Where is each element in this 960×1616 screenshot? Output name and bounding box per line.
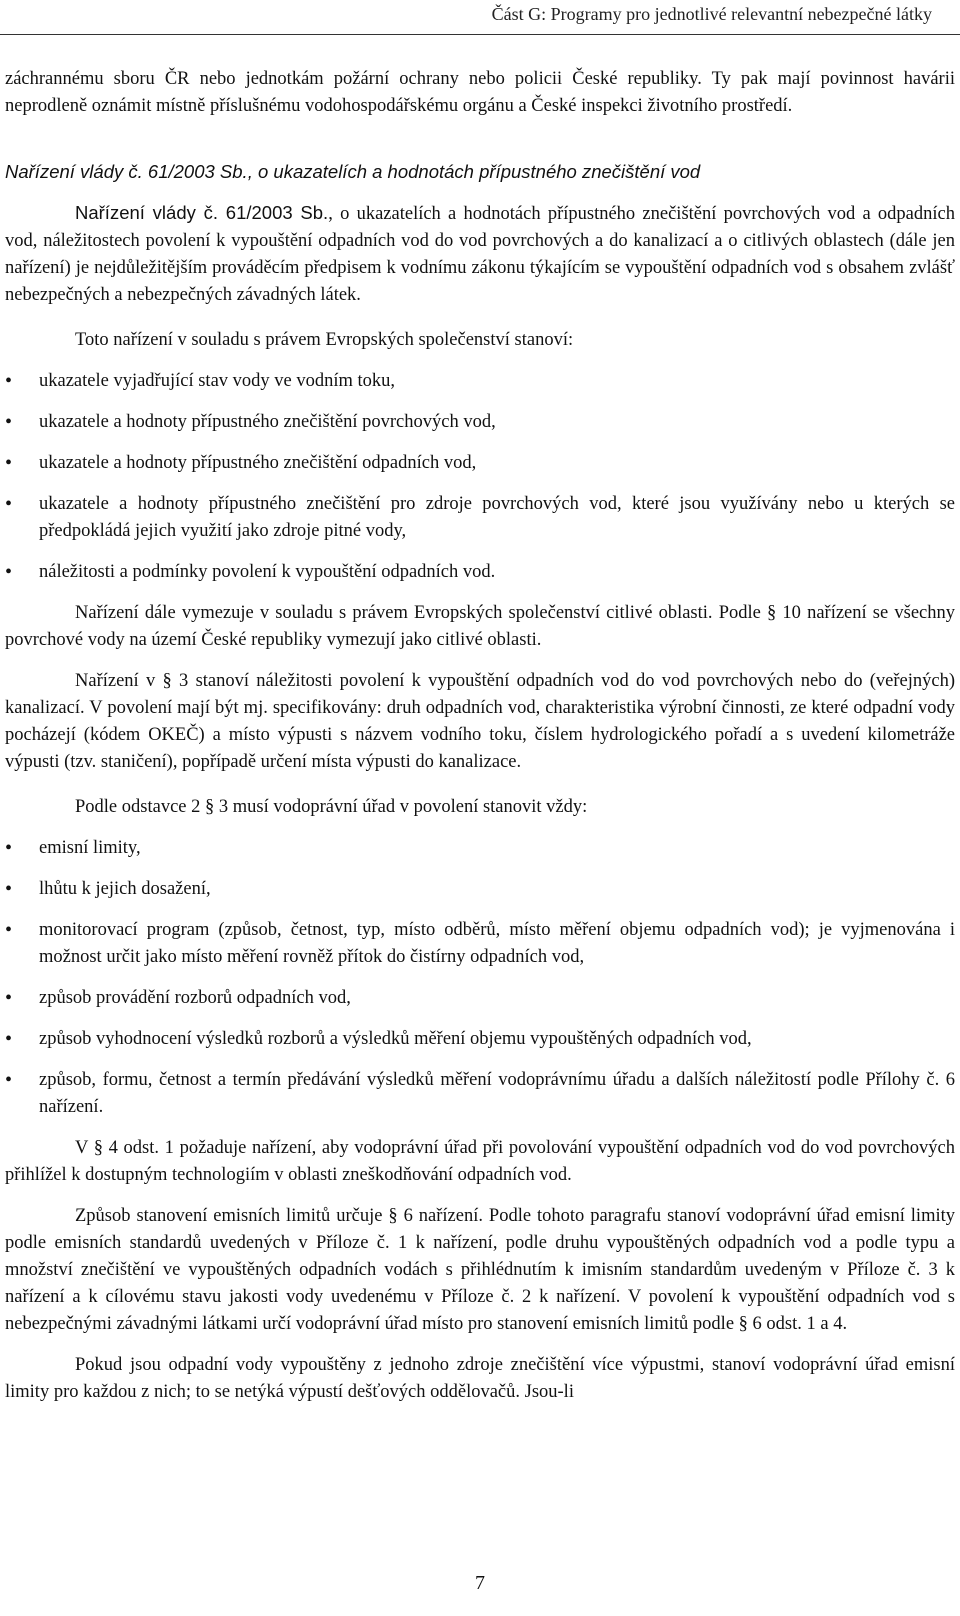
paragraph-3: Nařízení dále vymezuje v souladu s právem Evropských společenství citlivé oblasti. Podle § 10 nařízení se všechny povrchové vody na území České republiky vymezují jako citlivé oblasti.: [5, 603, 955, 650]
intro-paragraph: záchrannému sboru ČR nebo jednotkám požární ochrany nebo policii České republiky. Ty pak mají povinnost havárii neprodleně oznámit místně příslušnému vodohospodářskému orgánu a České inspekci životního prostředí.: [5, 69, 955, 116]
paragraph-6: V § 4 odst. 1 požaduje nařízení, aby vodoprávní úřad při povolování vypouštění odpadních vod do vod povrchových přihlížel k dostupným technologiím v oblasti zneškodňování odpadních vod.: [5, 1138, 955, 1185]
page-content: [5, 66, 955, 1406]
paragraph-1-text: , o ukazatelích a hodnotách přípustného znečištění povrchových vod a odpadních vod, náležitostech povolení k vypouštění odpadních vod do vod povrchových a do kanalizací a o citlivých oblastech (dále jen nařízení) je nejdůležitějším prováděcím předpisem k vodnímu zákonu týkajícím se vypouštění odpadních vod s obsahem zvlášť nebezpečných a nebezpečných závadných látek.: [5, 204, 955, 305]
paragraph-8: Pokud jsou odpadní vody vypouštěny z jednoho zdroje znečištění více výpustmi, stanoví vodoprávní úřad emisní limity pro každou z nich; to se netýká výpustí dešťových oddělovačů. Jsou-li: [5, 1355, 955, 1402]
section-heading: Nařízení vlády č. 61/2003 Sb., o ukazatelích a hodnotách přípustného znečištění vod: [5, 161, 701, 182]
page-number: 7: [475, 1572, 485, 1594]
paragraph-2: Toto nařízení v souladu s právem Evropských společenství stanoví:: [75, 330, 574, 350]
list-item: • emisní limity,: [5, 835, 955, 862]
regulation-reference: Nařízení vlády č. 61/2003 Sb.: [75, 202, 329, 223]
provisions-list: [5, 368, 955, 586]
list-item: • ukazatele vyjadřující stav vody ve vodním toku,: [5, 368, 955, 395]
paragraph-7: Způsob stanovení emisních limitů určuje § 6 nařízení. Podle tohoto paragrafu stanoví vodoprávní úřad emisní limity podle emisních standardů uvedených v Příloze č. 1 k nařízení, podle druhu vypouštěných odpadních vod a podle typu a množství znečištění ve vypouštěných odpadních vodách s přihlédnutím k imisním standardům uvedeným v Příloze č. 3 k nařízení a k cílovému stavu jakosti vody uvedenému v Příloze č. 2 k nařízení. V povolení k vypouštění odpadních vod s nebezpečnými závadnými látkami určí vodoprávní úřad místo pro stanovení emisních limitů podle § 6 odst. 1 a 4.: [5, 1206, 955, 1334]
list-item: • způsob vyhodnocení výsledků rozborů a výsledků měření objemu vypouštěných odpadních vod,: [5, 1026, 955, 1053]
permit-requirements-list: [5, 835, 955, 1121]
running-header: Část G: Programy pro jednotlivé relevantní nebezpečné látky: [491, 4, 932, 24]
list-item: • ukazatele a hodnoty přípustného znečištění pro zdroje povrchových vod, které jsou využívány nebo u kterých se předpokládá jejich využití jako zdroje pitné vody,: [5, 491, 955, 545]
list-item: • ukazatele a hodnoty přípustného znečištění odpadních vod,: [5, 450, 955, 477]
header-divider: [0, 34, 960, 35]
list-item: • způsob, formu, četnost a termín předávání výsledků měření vodoprávnímu úřadu a dalších náležitostí podle Přílohy č. 6 nařízení.: [5, 1067, 955, 1121]
list-item: • lhůtu k jejich dosažení,: [5, 876, 955, 903]
list-item: • způsob provádění rozborů odpadních vod,: [5, 985, 955, 1012]
paragraph-5: Podle odstavce 2 § 3 musí vodoprávní úřad v povolení stanovit vždy:: [75, 797, 588, 817]
list-item: • ukazatele a hodnoty přípustného znečištění povrchových vod,: [5, 409, 955, 436]
paragraph-4: Nařízení v § 3 stanoví náležitosti povolení k vypouštění odpadních vod do vod povrchových nebo do (veřejných) kanalizací. V povolení mají být mj. specifikovány: druh odpadních vod, charakteristika výrobní činnosti, ze které odpadní vody pocházejí (kódem OKEČ) a místo výpusti s názvem vodního toku, číslem hydrologického pořadí a s uvedení kilometráže výpusti (tzv. staničení), popřípadě určení místa výpusti do kanalizace.: [5, 671, 955, 772]
list-item: • monitorovací program (způsob, četnost, typ, místo odběrů, místo měření objemu odpadních vod); je vyjmenována i možnost určit jako místo měření rovněž přítok do čistírny odpadních vod,: [5, 917, 955, 971]
paragraph-1: [5, 199, 955, 309]
list-item: • náležitosti a podmínky povolení k vypouštění odpadních vod.: [5, 559, 955, 586]
